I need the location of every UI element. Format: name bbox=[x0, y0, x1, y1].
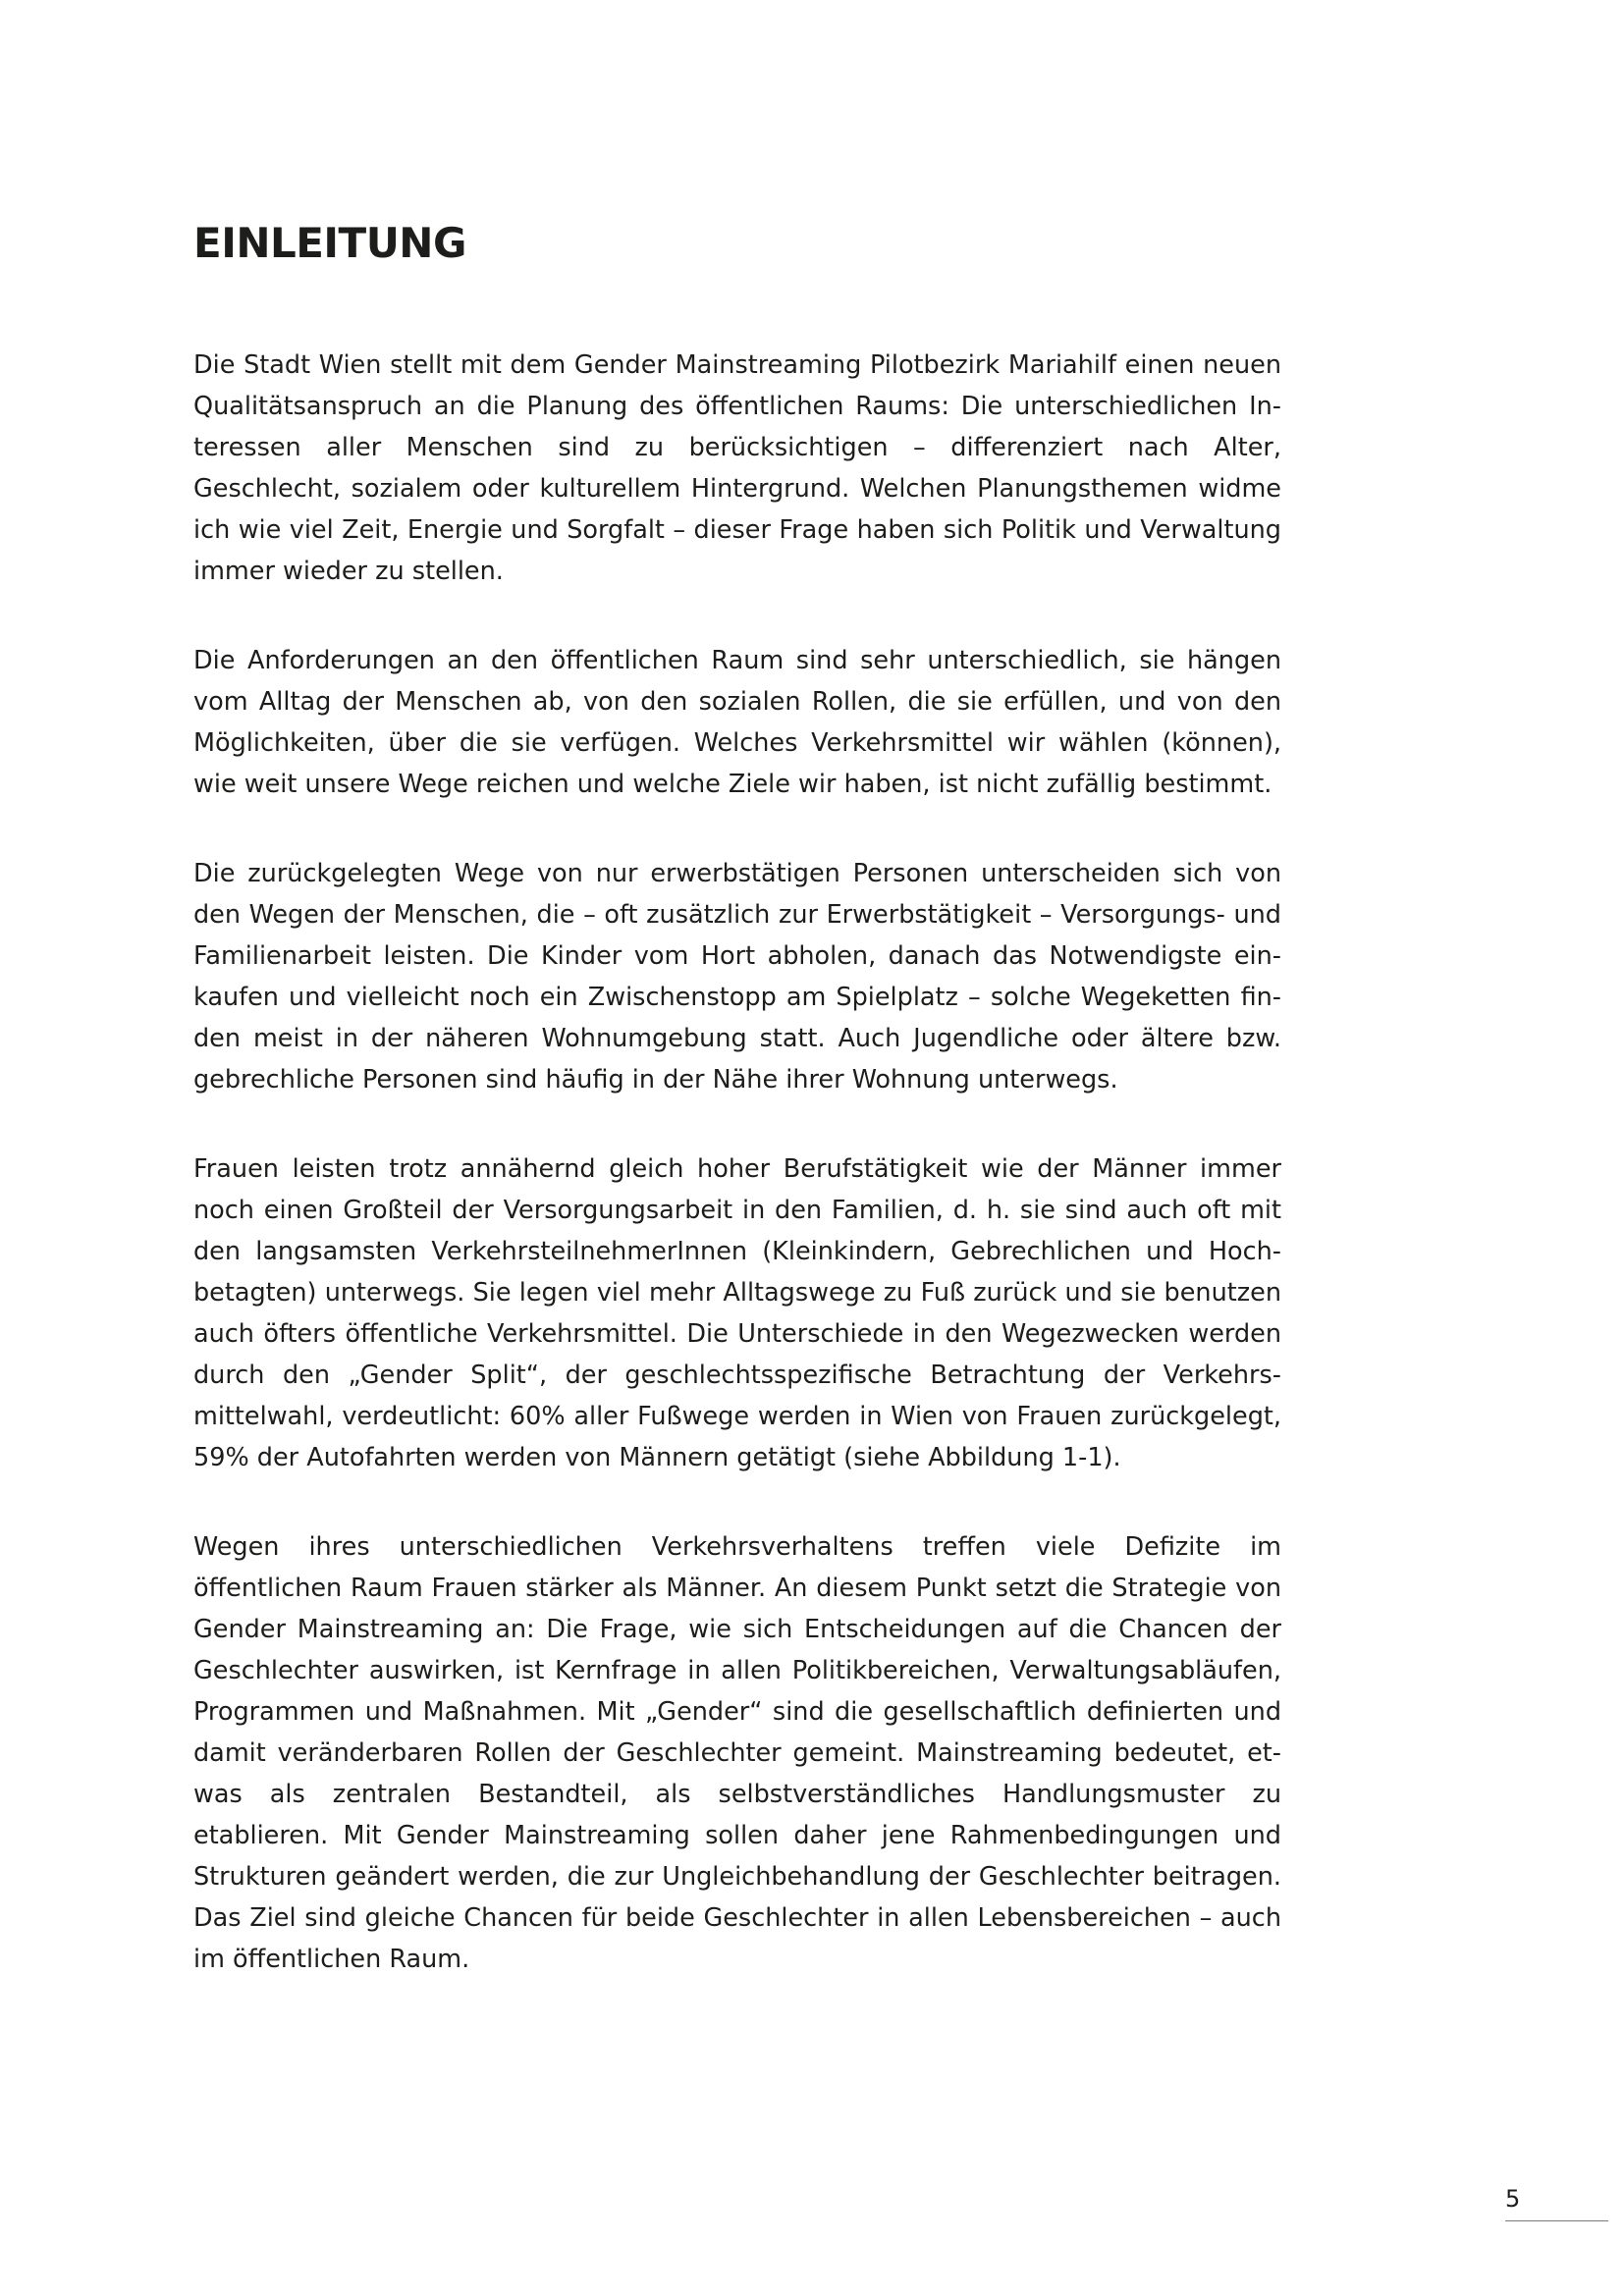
paragraph-3: Die zurückgelegten Wege von nur erwerbstätigen Personen unterscheiden sich von den Wegen der Menschen, die – oft zusätzlich zur Erwerbstätigkeit – Versorgungs- und Familienarbeit leisten. Die Kinder vom Hort abholen, danach das Notwendigste einkaufen und vielleicht noch ein Zwischenstopp am Spielplatz – solche Wegeketten finden meist in der näheren Wohnumgebung statt. Auch Jugendliche oder ältere bzw. gebrechliche Personen sind häufig in der Nähe ihrer Wohnung unterwegs. bbox=[193, 859, 1281, 1095]
section-heading: EINLEITUNG bbox=[193, 219, 466, 267]
page-number: 5 bbox=[1505, 2185, 1521, 2213]
paragraph-5: Wegen ihres unterschiedlichen Verkehrsverhaltens treffen viele Defizite im öffentlichen Raum Frauen stärker als Männer. An diesem Punkt setzt die Strategie von Gender Mainstreaming an: Die Frage, wie sich Entscheidungen auf die Chancen der Geschlechter auswirken, ist Kernfrage in allen Politikbereichen, Verwaltungsabläufen, Programmen und Maßnahmen. Mit „Gender“ sind die gesellschaftlich definierten und damit veränderbaren Rollen der Geschlechter gemeint. Mainstreaming bedeutet, etwas als zentralen Bestandteil, als selbstverständliches Handlungsmuster zu etablieren. Mit Gender Mainstreaming sollen daher jene Rahmenbedingungen und Strukturen geändert werden, die zur Ungleichbehandlung der Geschlechter beitragen. Das Ziel sind gleiche Chancen für beide Geschlechter in allen Lebensbereichen – auch im öffentlichen Raum. bbox=[193, 1532, 1281, 1974]
footer-divider bbox=[1505, 2220, 1608, 2221]
paragraph-4: Frauen leisten trotz annähernd gleich hoher Berufstätigkeit wie der Männer immer noch einen Großteil der Versorgungsarbeit in den Familien, d. h. sie sind auch oft mit den langsamsten VerkehrsteilnehmerInnen (Kleinkindern, Gebrechlichen und Hochbetagten) unterwegs. Sie legen viel mehr Alltagswege zu Fuß zurück und sie benutzen auch öfters öffentliche Verkehrsmittel. Die Unterschiede in den Wegezwecken werden durch den „Gender Split“, der geschlechtsspezifische Betrachtung der Verkehrsmittelwahl, verdeutlicht: 60% aller Fußwege werden in Wien von Frauen zurückgelegt, 59% der Autofahrten werden von Männern getätigt (siehe Abbildung 1-1). bbox=[193, 1154, 1281, 1472]
paragraph-2: Die Anforderungen an den öffentlichen Raum sind sehr unterschiedlich, sie hängen vom Alltag der Menschen ab, von den sozialen Rollen, die sie erfüllen, und von den Möglichkeiten, über die sie verfügen. Welches Verkehrsmittel wir wählen (können), wie weit unsere Wege reichen und welche Ziele wir haben, ist nicht zufällig bestimmt. bbox=[193, 646, 1281, 799]
body-text bbox=[193, 345, 1281, 2028]
paragraph-1: Die Stadt Wien stellt mit dem Gender Mainstreaming Pilotbezirk Mariahilf einen neuen Qualitätsanspruch an die Planung des öffentlichen Raums: Die unterschiedlichen Interessen aller Menschen sind zu berücksichtigen – differenziert nach Alter, Geschlecht, sozialem oder kulturellem Hintergrund. Welchen Planungsthemen widme ich wie viel Zeit, Energie und Sorgfalt – dieser Frage haben sich Politik und Verwaltung immer wieder zu stellen. bbox=[193, 350, 1281, 586]
